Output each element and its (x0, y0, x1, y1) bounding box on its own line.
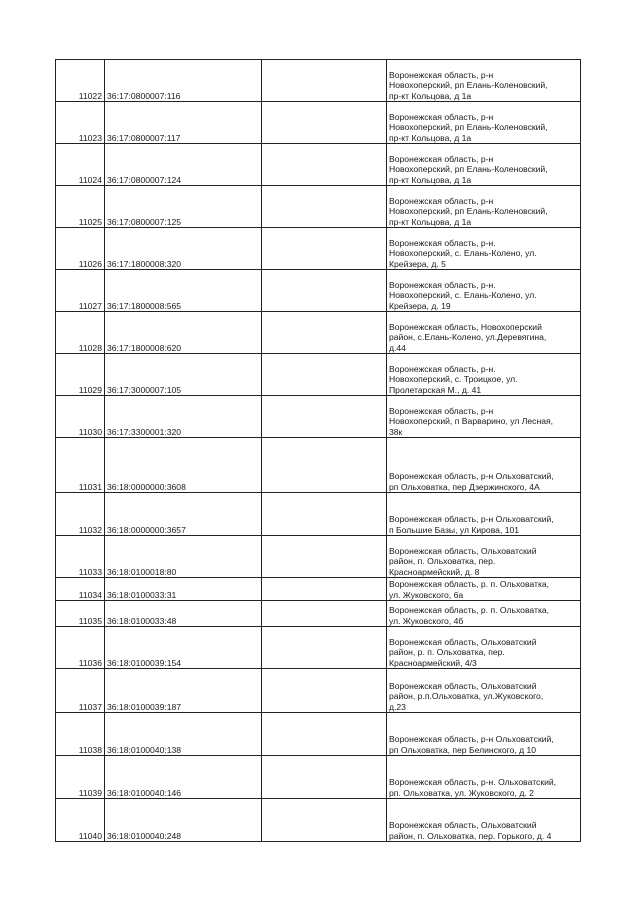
address-cell (387, 186, 581, 228)
table-row (56, 354, 581, 396)
address-line: район, п. Ольховатка, пер. (389, 556, 496, 566)
address-line: Воронежская область, р-н Ольховатский, (389, 734, 554, 744)
cadastral-number-cell: 36:17:1800008:620 (105, 312, 262, 354)
address-line: Воронежская область, Ольховатский (389, 680, 537, 691)
row-number-cell: 11030 (56, 396, 105, 438)
cadastral-number-cell: 36:17:1800008:320 (105, 228, 262, 270)
row-number-cell: 11037 (56, 669, 105, 713)
empty-cell (262, 60, 387, 102)
empty-cell (262, 578, 387, 601)
address-line: Воронежская область, Новохоперский (389, 321, 542, 332)
empty-cell (262, 713, 387, 756)
table-row (56, 144, 581, 186)
address-cell (387, 713, 581, 756)
cadastral-number-cell: 36:17:0800007:125 (105, 186, 262, 228)
address-line: Новохоперский, п Варварино, ул Лесная, (389, 416, 554, 426)
address-cell (387, 601, 581, 627)
address-line: Воронежская область, р-н. Ольховатский, (389, 777, 557, 787)
empty-cell (262, 493, 387, 536)
table-row (56, 578, 581, 601)
address-line: Крейзера, д. 5 (389, 258, 446, 269)
address-line: д.44 (389, 342, 406, 353)
cadastral-number-cell: 36:18:0100039:154 (105, 627, 262, 669)
address-cell (387, 396, 581, 438)
row-number-cell: 11036 (56, 627, 105, 669)
cadastral-number-cell: 36:18:0000000:3657 (105, 493, 262, 536)
cadastral-number-cell: 36:17:0800007:116 (105, 60, 262, 102)
address-line: район, с.Елань-Колено, ул.Деревягина, (389, 332, 547, 342)
address-line: ул. Жуковского, 4б (389, 615, 464, 626)
address-line: Воронежская область, р-н Ольховатский, (389, 471, 554, 481)
address-line: Воронежская область, Ольховатский (389, 545, 537, 556)
cadastral-number-cell: 36:17:3000007:105 (105, 354, 262, 396)
cadastral-number-cell: 36:17:1800008:565 (105, 270, 262, 312)
table-row (56, 60, 581, 102)
empty-cell (262, 396, 387, 438)
address-cell (387, 669, 581, 713)
address-line: пр-кт Кольцова, д 1а (389, 216, 472, 227)
address-line: Воронежская область, р-н (389, 111, 494, 122)
table-row (56, 713, 581, 756)
address-line: рп Ольховатка, пер Белинского, д 10 (389, 744, 537, 755)
table-row (56, 228, 581, 270)
address-line: Воронежская область, р-н. (389, 237, 496, 248)
address-line: Воронежская область, Ольховатский (389, 636, 537, 647)
address-line: 38к (389, 426, 403, 437)
empty-cell (262, 627, 387, 669)
address-cell (387, 312, 581, 354)
cadastral-number-cell: 36:17:3300001:320 (105, 396, 262, 438)
table-row (56, 669, 581, 713)
address-line: пр-кт Кольцова, д 1а (389, 132, 472, 143)
address-cell (387, 228, 581, 270)
address-line: Крейзера, д. 19 (389, 300, 451, 311)
address-line: Пролетарская М., д. 41 (389, 384, 482, 395)
address-line: Новохоперский, с. Троицкое, ул. (389, 374, 518, 384)
address-line: Новохоперский, рп Елань-Коленовский, (389, 80, 548, 90)
address-line: Воронежская область, р-н. (389, 363, 496, 374)
address-line: Воронежская область, р-н (389, 69, 494, 80)
address-line: Воронежская область, р-н (389, 405, 494, 416)
address-line: Воронежская область, р. п. Ольховатка, (389, 579, 550, 589)
empty-cell (262, 186, 387, 228)
address-cell (387, 102, 581, 144)
cadastral-number-cell: 36:17:0800007:124 (105, 144, 262, 186)
address-cell (387, 270, 581, 312)
empty-cell (262, 756, 387, 799)
row-number-cell: 11033 (56, 536, 105, 578)
address-line: пр-кт Кольцова, д 1а (389, 90, 472, 101)
address-line: рп. Ольховатка, ул. Жуковского, д. 2 (389, 787, 534, 798)
row-number-cell: 11029 (56, 354, 105, 396)
empty-cell (262, 144, 387, 186)
empty-cell (262, 669, 387, 713)
cadastral-number-cell: 36:18:0100040:146 (105, 756, 262, 799)
address-cell (387, 354, 581, 396)
cadastral-number-cell: 36:18:0100040:248 (105, 799, 262, 842)
address-cell (387, 493, 581, 536)
address-cell (387, 578, 581, 601)
registry-table (55, 59, 581, 842)
empty-cell (262, 270, 387, 312)
address-cell (387, 536, 581, 578)
address-line: пр-кт Кольцова, д 1а (389, 174, 472, 185)
table-row (56, 186, 581, 228)
address-line: Новохоперский, с. Елань-Колено, ул. (389, 290, 537, 300)
row-number-cell: 11039 (56, 756, 105, 799)
address-cell (387, 144, 581, 186)
table-row (56, 601, 581, 627)
table-row (56, 396, 581, 438)
table-row (56, 270, 581, 312)
row-number-cell: 11023 (56, 102, 105, 144)
cadastral-number-cell: 36:18:0100033:31 (105, 578, 262, 601)
empty-cell (262, 799, 387, 842)
row-number-cell: 11025 (56, 186, 105, 228)
address-line: Новохоперский, рп Елань-Коленовский, (389, 122, 548, 132)
empty-cell (262, 601, 387, 627)
address-line: п Большие Базы, ул Кирова, 101 (389, 524, 520, 535)
table-row (56, 312, 581, 354)
address-line: Воронежская область, р. п. Ольховатка, (389, 605, 550, 615)
table-row (56, 799, 581, 842)
empty-cell (262, 228, 387, 270)
address-line: Новохоперский, рп Елань-Коленовский, (389, 206, 548, 216)
address-line: рп Ольховатка, пер Дзержинского, 4А (389, 481, 540, 492)
address-line: д.23 (389, 701, 406, 712)
address-line: Воронежская область, р-н Ольховатский, (389, 514, 554, 524)
address-cell (387, 627, 581, 669)
cadastral-number-cell: 36:18:0100033:48 (105, 601, 262, 627)
row-number-cell: 11034 (56, 578, 105, 601)
empty-cell (262, 438, 387, 493)
row-number-cell: 11028 (56, 312, 105, 354)
address-line: Воронежская область, р-н. (389, 279, 496, 290)
table-row (56, 756, 581, 799)
row-number-cell: 11027 (56, 270, 105, 312)
address-cell (387, 60, 581, 102)
table-row (56, 493, 581, 536)
row-number-cell: 11038 (56, 713, 105, 756)
address-cell (387, 799, 581, 842)
address-line: Новохоперский, с. Елань-Колено, ул. (389, 248, 537, 258)
address-cell (387, 756, 581, 799)
address-line: район, п. Ольховатка, пер. Горького, д. 4 (389, 830, 552, 841)
address-line: район, р.п.Ольховатка, ул.Жуковского, (389, 691, 544, 701)
table-row (56, 102, 581, 144)
row-number-cell: 11024 (56, 144, 105, 186)
empty-cell (262, 354, 387, 396)
row-number-cell: 11031 (56, 438, 105, 493)
empty-cell (262, 102, 387, 144)
cadastral-number-cell: 36:17:0800007:117 (105, 102, 262, 144)
row-number-cell: 11040 (56, 799, 105, 842)
row-number-cell: 11022 (56, 60, 105, 102)
address-cell (387, 438, 581, 493)
table-row (56, 438, 581, 493)
address-line: Воронежская область, р-н (389, 153, 494, 164)
address-line: Новохоперский, рп Елань-Коленовский, (389, 164, 548, 174)
table-row (56, 627, 581, 669)
empty-cell (262, 312, 387, 354)
cadastral-number-cell: 36:18:0100039:187 (105, 669, 262, 713)
row-number-cell: 11035 (56, 601, 105, 627)
row-number-cell: 11026 (56, 228, 105, 270)
cadastral-number-cell: 36:18:0100040:138 (105, 713, 262, 756)
registry-table-body (56, 60, 581, 842)
cadastral-number-cell: 36:18:0000000:3608 (105, 438, 262, 493)
empty-cell (262, 536, 387, 578)
address-line: ул. Жуковского, 6а (389, 589, 464, 600)
address-line: Воронежская область, Ольховатский (389, 820, 537, 830)
address-line: Красноармейский, д. 8 (389, 566, 480, 577)
table-row (56, 536, 581, 578)
address-line: Красноармейский, 4/3 (389, 657, 477, 668)
address-line: район, р. п. Ольховатка, пер. (389, 647, 505, 657)
address-line: Воронежская область, р-н (389, 195, 494, 206)
cadastral-number-cell: 36:18:0100018:80 (105, 536, 262, 578)
row-number-cell: 11032 (56, 493, 105, 536)
